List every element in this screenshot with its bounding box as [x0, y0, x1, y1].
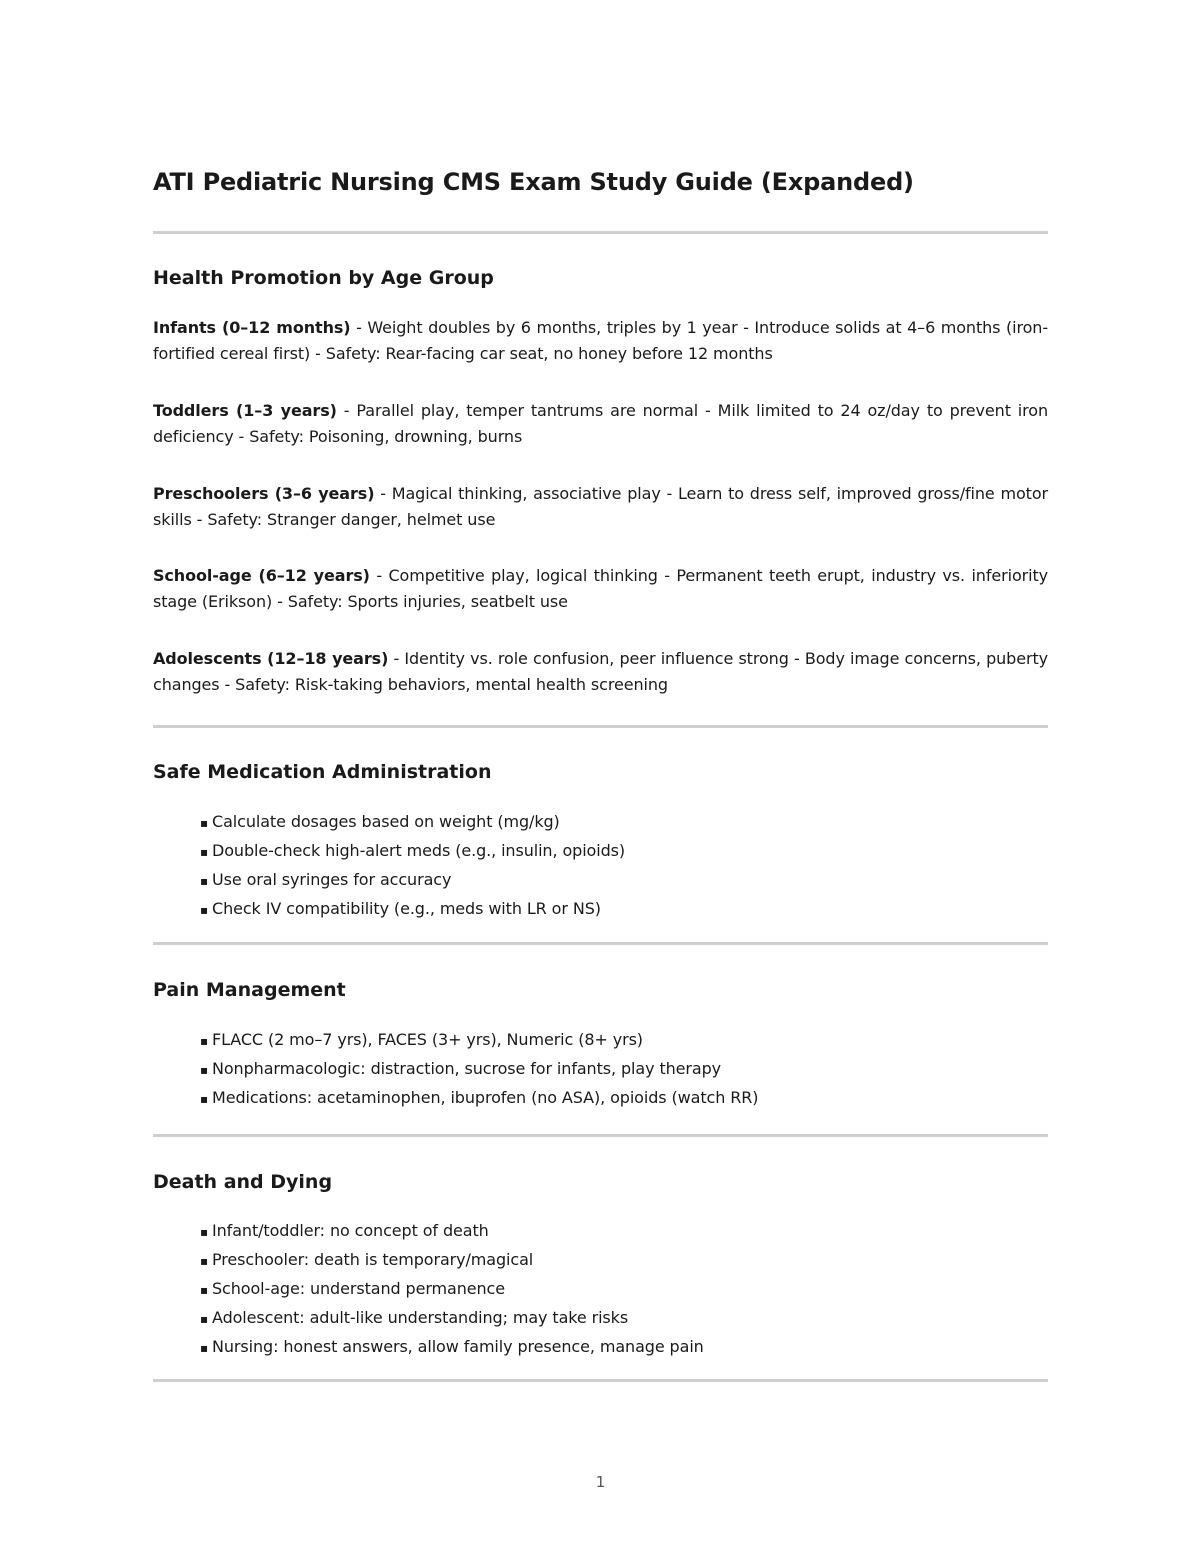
list-item: ▪ Infant/toddler: no concept of death [200, 1217, 704, 1246]
document-page [153, 0, 1048, 1553]
age-group-text: - Weight doubles by 6 months, triples by 1 year - Introduce solids at 4–6 months (iron-fortified cereal first) - Safety: Rear-facing car seat, no honey before 12 months [153, 318, 1048, 363]
age-group-label: Infants (0–12 months) [153, 318, 351, 337]
bullet-icon: ▪ [200, 816, 209, 830]
list-item: ▪ FLACC (2 mo–7 yrs), FACES (3+ yrs), Numeric (8+ yrs) [200, 1026, 758, 1055]
divider [153, 1379, 1048, 1382]
death-list [200, 1217, 704, 1362]
divider [153, 725, 1048, 728]
bullet-icon: ▪ [200, 1092, 209, 1106]
list-item: ▪ Medications: acetaminophen, ibuprofen (no ASA), opioids (watch RR) [200, 1084, 758, 1113]
age-group-label: Preschoolers (3–6 years) [153, 484, 375, 503]
list-item: ▪ Adolescent: adult-like understanding; may take risks [200, 1304, 704, 1333]
age-group-text: - Magical thinking, associative play - Learn to dress self, improved gross/fine motor skills - Safety: Stranger danger, helmet use [153, 484, 1048, 529]
list-item: ▪ Check IV compatibility (e.g., meds with LR or NS) [200, 895, 625, 924]
bullet-icon: ▪ [200, 874, 209, 888]
section-heading-medication: Safe Medication Administration [153, 761, 492, 783]
age-group-label: Adolescents (12–18 years) [153, 649, 389, 668]
age-group-label: School-age (6–12 years) [153, 566, 370, 585]
age-group-text: - Identity vs. role confusion, peer influence strong - Body image concerns, puberty changes - Safety: Risk-taking behaviors, mental health screening [153, 649, 1048, 694]
bullet-icon: ▪ [200, 845, 209, 859]
age-group-school-age [153, 563, 1048, 615]
age-group-infants [153, 315, 1048, 367]
bullet-icon: ▪ [200, 903, 209, 917]
section-heading-death: Death and Dying [153, 1171, 333, 1193]
age-group-adolescents [153, 646, 1048, 698]
divider [153, 1134, 1048, 1137]
list-item: ▪ Nursing: honest answers, allow family presence, manage pain [200, 1333, 704, 1362]
divider [153, 231, 1048, 234]
age-group-text: - Parallel play, temper tantrums are normal - Milk limited to 24 oz/day to prevent iron deficiency - Safety: Poisoning, drowning, burns [153, 401, 1049, 446]
list-item: ▪ Preschooler: death is temporary/magical [200, 1246, 704, 1275]
list-item: ▪ Double-check high-alert meds (e.g., insulin, opioids) [200, 837, 625, 866]
bullet-icon: ▪ [200, 1283, 209, 1297]
age-group-text: - Competitive play, logical thinking - Permanent teeth erupt, industry vs. inferiority stage (Erikson) - Safety: Sports injuries, seatbelt use [153, 566, 1048, 611]
age-group-toddlers [153, 398, 1048, 450]
age-group-label: Toddlers (1–3 years) [153, 401, 337, 420]
bullet-icon: ▪ [200, 1341, 209, 1355]
bullet-icon: ▪ [200, 1312, 209, 1326]
section-heading-health-promotion: Health Promotion by Age Group [153, 267, 494, 289]
bullet-icon: ▪ [200, 1225, 209, 1239]
pain-list [200, 1026, 758, 1113]
bullet-icon: ▪ [200, 1063, 209, 1077]
divider [153, 942, 1048, 945]
document-title: ATI Pediatric Nursing CMS Exam Study Guide (Expanded) [153, 168, 914, 196]
list-item: ▪ School-age: understand permanence [200, 1275, 704, 1304]
section-heading-pain: Pain Management [153, 979, 346, 1001]
list-item: ▪ Nonpharmacologic: distraction, sucrose for infants, play therapy [200, 1055, 758, 1084]
bullet-icon: ▪ [200, 1034, 209, 1048]
medication-list [200, 808, 625, 924]
page-number: 1 [595, 1473, 606, 1491]
age-group-preschoolers [153, 481, 1048, 533]
bullet-icon: ▪ [200, 1254, 209, 1268]
list-item: ▪ Use oral syringes for accuracy [200, 866, 625, 895]
list-item: ▪ Calculate dosages based on weight (mg/kg) [200, 808, 625, 837]
